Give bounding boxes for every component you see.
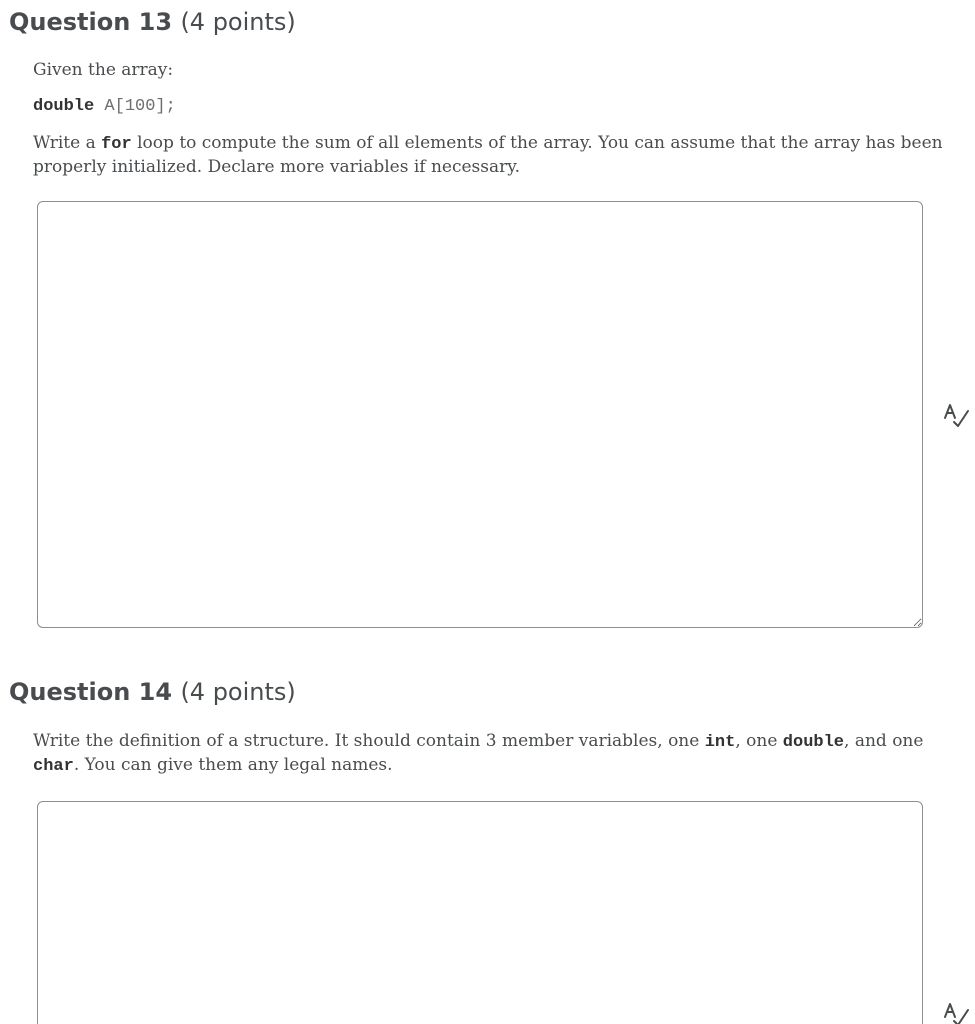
prompt-text-before: Write a bbox=[33, 133, 102, 153]
prompt-keyword-int: int bbox=[704, 733, 736, 752]
code-array-declaration: A[100]; bbox=[94, 97, 176, 116]
prompt-keyword-double: double bbox=[782, 733, 845, 752]
question-14-number: Question 14 bbox=[9, 678, 173, 706]
question-13-prompt bbox=[33, 132, 968, 178]
question-13-number: Question 13 bbox=[9, 8, 173, 36]
question-13-given-text: Given the array: bbox=[33, 60, 174, 80]
question-13-code-line bbox=[33, 94, 968, 118]
prompt-keyword-char: char bbox=[33, 757, 74, 776]
question-14-title bbox=[9, 677, 296, 707]
prompt-part-2: , one bbox=[735, 731, 783, 751]
spellcheck-icon[interactable] bbox=[942, 401, 970, 429]
prompt-keyword-for: for bbox=[101, 135, 132, 154]
question-14-prompt bbox=[33, 730, 968, 778]
prompt-part-3: , and one bbox=[844, 731, 924, 751]
prompt-text-after: loop to compute the sum of all elements of the array. You can assume that the array has been properly initialized. Declare more variables if necessary. bbox=[33, 133, 943, 177]
prompt-part-1: Write the definition of a structure. It should contain 3 member variables, one bbox=[33, 731, 705, 751]
code-keyword-double: double bbox=[33, 97, 95, 116]
question-14-answer-input[interactable] bbox=[37, 801, 923, 1024]
question-13-title bbox=[9, 7, 296, 37]
spellcheck-icon[interactable] bbox=[942, 1000, 970, 1024]
question-14 bbox=[0, 670, 975, 1024]
question-14-points: (4 points) bbox=[180, 678, 296, 706]
question-13-points: (4 points) bbox=[180, 8, 296, 36]
prompt-part-4: . You can give them any legal names. bbox=[73, 755, 393, 775]
question-13-answer-input[interactable] bbox=[37, 201, 923, 628]
